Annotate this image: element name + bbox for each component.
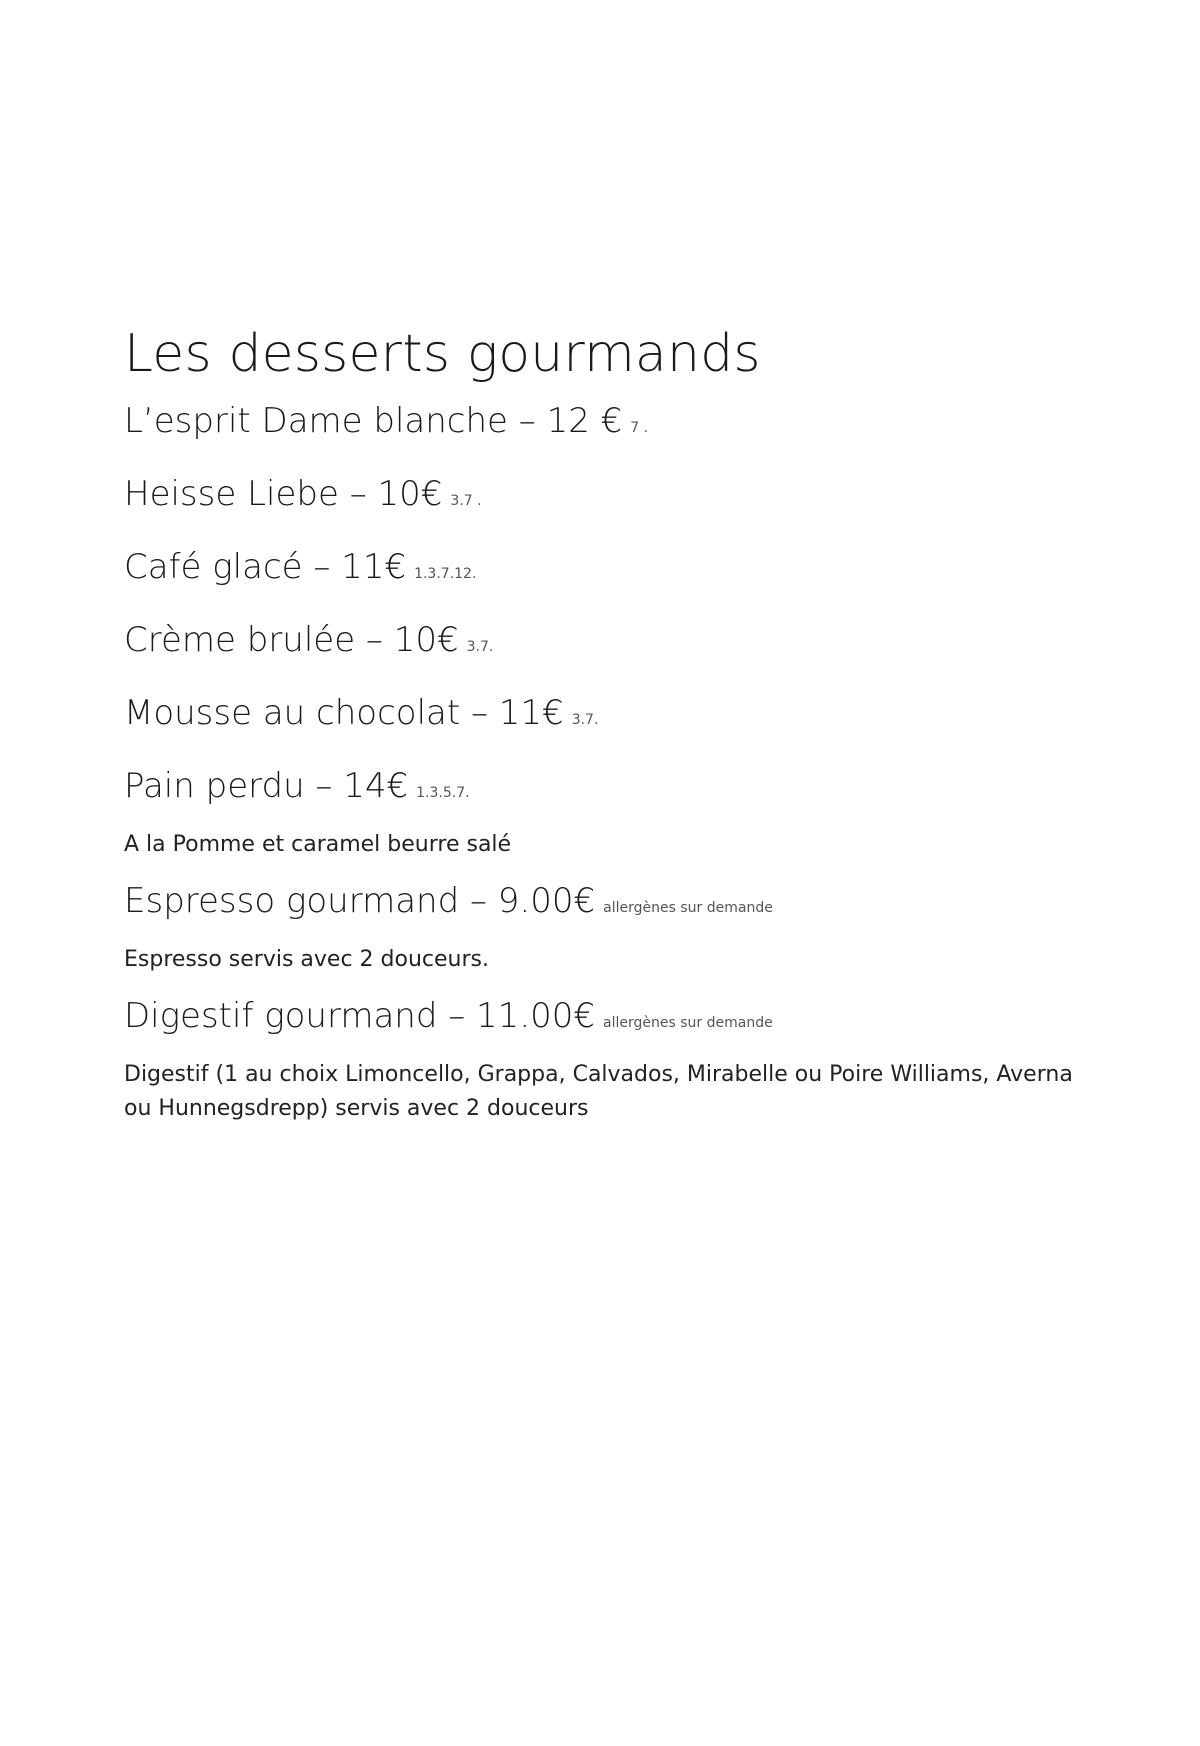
menu-item-heisse-liebe [124,471,1124,524]
page-title: Les desserts gourmands [124,324,761,384]
menu-item-name: Crème brulée – 10€ [124,620,459,660]
menu-item-dame-blanche [124,398,1124,451]
allergen-codes: 3.7. [571,712,599,728]
allergen-codes: 3.7. [466,639,494,655]
menu-item-name: Heisse Liebe – 10€ [124,474,443,514]
allergen-codes: 7 . [630,420,649,436]
allergen-codes: 3.7 . [450,493,482,509]
menu-item-description: A la Pomme et caramel beurre salé [124,832,512,857]
menu-item-creme-brulee [124,617,1124,670]
allergen-codes: 1.3.7.12. [414,566,477,582]
menu-item-name: L’esprit Dame blanche – 12 € [124,401,623,441]
menu-item-description: Digestif (1 au choix Limoncello, Grappa, Calvados, Mirabelle ou Poire Williams, Averna ou Hunnegsdrepp) servis avec 2 douceurs [124,1062,1073,1121]
menu-item-cafe-glace [124,544,1124,597]
menu-page [124,322,1124,1142]
allergen-codes: 1.3.5.7. [416,785,470,801]
menu-item-name: Café glacé – 11€ [124,547,407,587]
menu-item-name: Pain perdu – 14€ [124,766,409,806]
menu-item-mousse-chocolat [124,690,1124,743]
menu-item-description: Espresso servis avec 2 douceurs. [124,947,489,972]
allergen-note: allergènes sur demande [603,900,773,916]
allergen-note: allergènes sur demande [603,1015,773,1031]
menu-item-name: Espresso gourmand – 9.00€ [124,881,596,921]
menu-item-pain-perdu [124,763,1124,816]
menu-item-digestif-gourmand [124,993,1124,1046]
menu-item-name: Mousse au chocolat – 11€ [124,693,564,733]
menu-item-name: Digestif gourmand – 11.00€ [124,996,596,1036]
menu-item-espresso-gourmand [124,878,1124,931]
